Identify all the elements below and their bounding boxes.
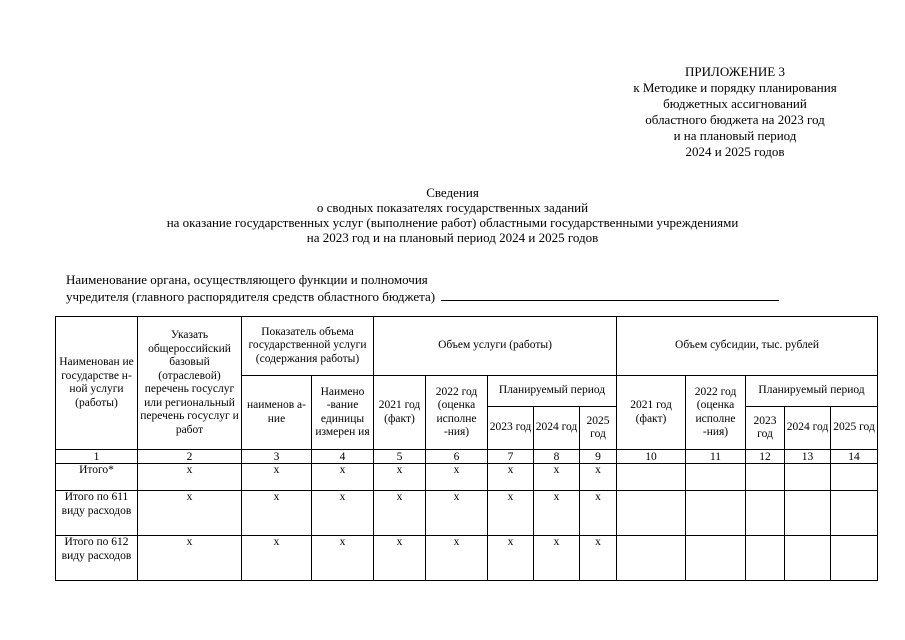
appendix-line: бюджетных ассигнований: [663, 96, 807, 111]
column-number: 4: [312, 450, 374, 464]
header-service-volume: Объем услуги (работы): [374, 317, 617, 376]
header-subsidy-year-2021: 2021 год (факт): [617, 376, 686, 450]
header-subsidy-year-2023: 2023 год: [746, 407, 785, 450]
title-line: о сводных показателях государственных заданий: [316, 200, 589, 215]
table-row-611: [56, 491, 878, 536]
header-year-2024: 2024 год: [534, 407, 580, 450]
table-cell: x: [488, 491, 534, 536]
table-cell: x: [374, 464, 426, 491]
table-cell: x: [534, 536, 580, 581]
table-cell[interactable]: [785, 464, 831, 491]
appendix-line: областного бюджета на 2023 год: [645, 112, 825, 127]
document-title: [0, 185, 905, 245]
table-cell: x: [488, 536, 534, 581]
header-year-2023: 2023 год: [488, 407, 534, 450]
table-cell: x: [580, 536, 617, 581]
column-numbers-row: [56, 450, 878, 464]
summary-table: [55, 316, 878, 581]
column-number: 6: [426, 450, 488, 464]
header-unit-name: Наимено -вание единицы измерен ия: [312, 376, 374, 450]
table-cell: x: [426, 491, 488, 536]
table-cell: x: [242, 536, 312, 581]
table-cell: x: [488, 464, 534, 491]
title-line: на 2023 год и на плановый период 2024 и 2025 годов: [306, 230, 599, 245]
column-number: 2: [138, 450, 242, 464]
table-cell: x: [138, 536, 242, 581]
table-row-612: [56, 536, 878, 581]
table-cell[interactable]: [831, 491, 878, 536]
header-volume-indicator: Показатель объема государственной услуги (содержания работы): [242, 317, 374, 376]
org-block: [66, 271, 866, 305]
table-cell: x: [312, 491, 374, 536]
title-line: на оказание государственных услуг (выполнение работ) областными государственными учреждениями: [166, 215, 739, 230]
column-number: 8: [534, 450, 580, 464]
table-cell[interactable]: [785, 491, 831, 536]
table-cell[interactable]: [686, 491, 746, 536]
table-cell[interactable]: [617, 536, 686, 581]
org-label-line2: учредителя (главного распорядителя средств областного бюджета): [66, 289, 436, 304]
header-indicator-name: наименов а-ние: [242, 376, 312, 450]
table-cell: Итого по 611 виду расходов: [56, 491, 138, 536]
column-number: 3: [242, 450, 312, 464]
table-cell: x: [312, 464, 374, 491]
table-cell: x: [580, 491, 617, 536]
appendix-line: и на плановый период: [673, 128, 797, 143]
column-number: 1: [56, 450, 138, 464]
table-cell: Итого*: [56, 464, 138, 491]
header-service-name: Наименован ие государстве н-ной услуги (работы): [56, 317, 138, 450]
table-cell[interactable]: [617, 464, 686, 491]
column-number: 11: [686, 450, 746, 464]
column-number: 12: [746, 450, 785, 464]
table-cell[interactable]: [686, 464, 746, 491]
appendix-line: 2024 и 2025 годов: [685, 144, 785, 159]
table-row-total: [56, 464, 878, 491]
header-planned-period: Планируемый период: [488, 376, 617, 407]
title-line: Сведения: [426, 185, 479, 200]
header-year-2021: 2021 год (факт): [374, 376, 426, 450]
org-label-line1: Наименование органа, осуществляющего функции и полномочия: [66, 272, 428, 287]
table-cell[interactable]: [686, 536, 746, 581]
table-cell: x: [534, 464, 580, 491]
appendix-line: к Методике и порядку планирования: [633, 80, 837, 95]
table-cell[interactable]: [746, 536, 785, 581]
header-subsidy-planned-period: Планируемый период: [746, 376, 878, 407]
table-cell: x: [242, 491, 312, 536]
header-year-2022: 2022 год (оценка исполне -ния): [426, 376, 488, 450]
table-cell: x: [580, 464, 617, 491]
column-number: 10: [617, 450, 686, 464]
header-subsidy-year-2022: 2022 год (оценка исполне -ния): [686, 376, 746, 450]
table-cell[interactable]: [831, 464, 878, 491]
table-cell: x: [138, 464, 242, 491]
column-number: 13: [785, 450, 831, 464]
header-subsidy-year-2024: 2024 год: [785, 407, 831, 450]
table-cell: x: [426, 536, 488, 581]
table-cell: x: [374, 536, 426, 581]
table-cell[interactable]: [746, 491, 785, 536]
org-fill-line[interactable]: [441, 288, 779, 301]
table-cell[interactable]: [746, 464, 785, 491]
column-number: 5: [374, 450, 426, 464]
header-subsidy-volume: Объем субсидии, тыс. рублей: [617, 317, 878, 376]
table-cell: x: [242, 464, 312, 491]
header-basic-list: Указать общероссийский базовый (отраслевой) перечень госуслуг или региональный перечень госуслуг и работ: [138, 317, 242, 450]
header-subsidy-year-2025: 2025 год: [831, 407, 878, 450]
table-cell: Итого по 612 виду расходов: [56, 536, 138, 581]
table-cell: x: [312, 536, 374, 581]
header-year-2025: 2025 год: [580, 407, 617, 450]
appendix-line: ПРИЛОЖЕНИЕ 3: [685, 64, 785, 79]
table-cell: x: [138, 491, 242, 536]
table-cell: x: [374, 491, 426, 536]
table-cell[interactable]: [785, 536, 831, 581]
table-cell: x: [534, 491, 580, 536]
table-cell[interactable]: [831, 536, 878, 581]
column-number: 9: [580, 450, 617, 464]
column-number: 14: [831, 450, 878, 464]
column-number: 7: [488, 450, 534, 464]
appendix-block: [600, 64, 870, 160]
table-cell: x: [426, 464, 488, 491]
table-cell[interactable]: [617, 491, 686, 536]
